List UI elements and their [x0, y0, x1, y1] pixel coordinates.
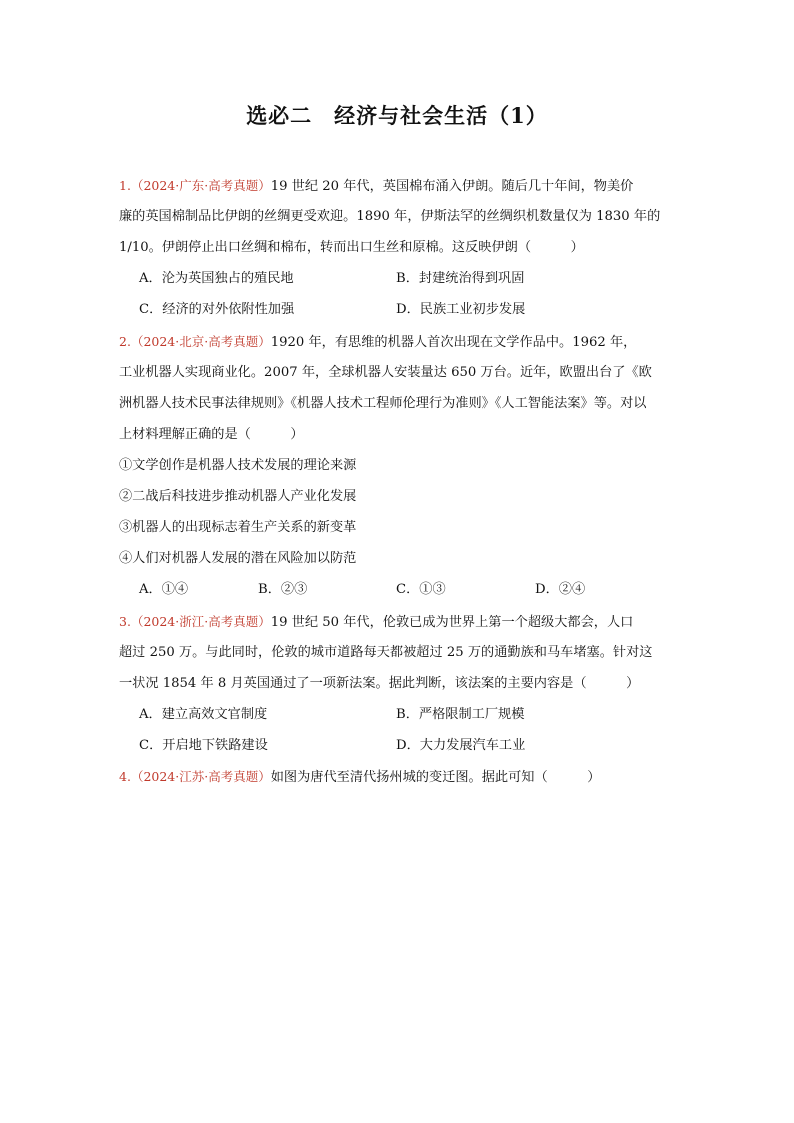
question-3 — [119, 606, 679, 761]
question-1-line-1 — [119, 170, 679, 201]
option-d[interactable]: D．②④ — [535, 582, 586, 597]
question-3-line-1 — [119, 606, 679, 637]
question-2-number: 2. — [119, 334, 131, 349]
question-2-source: （2024·北京·高考真题） — [130, 334, 271, 349]
question-1-number: 1. — [119, 178, 131, 193]
question-1-options-row-1 — [119, 263, 679, 294]
question-3-line-3: 一状况 1854 年 8 月英国通过了一项新法案。据此判断，该法案的主要内容是（ ） — [119, 676, 640, 691]
question-4 — [119, 761, 679, 792]
question-3-options-row-1 — [119, 699, 679, 730]
statement-4: ④人们对机器人发展的潜在风险加以防范 — [119, 551, 357, 566]
question-1-line-3: 1/10。伊朗停止出口丝绸和棉布，转而出口生丝和原棉。这反映伊朗（ ） — [119, 240, 584, 255]
question-2-line-2: 工业机器人实现商业化。2007 年，全球机器人安装量达 650 万台。近年，欧盟出台了《欧 — [119, 365, 652, 380]
option-d[interactable]: D．民族工业初步发展 — [396, 302, 526, 317]
question-3-options-row-2 — [119, 730, 679, 761]
option-c[interactable]: C．经济的对外依附性加强 — [139, 302, 295, 317]
question-2-options-row — [119, 574, 679, 605]
question-1-options-row-2 — [119, 294, 679, 325]
question-4-number: 4. — [119, 769, 131, 784]
question-4-source: （2024·江苏·高考真题） — [130, 769, 271, 784]
question-2-line-4: 上材料理解正确的是（ ） — [119, 427, 304, 442]
option-c[interactable]: C．开启地下铁路建设 — [139, 738, 268, 753]
option-a[interactable]: A．沦为英国独占的殖民地 — [139, 271, 294, 286]
question-1-source: （2024·广东·高考真题） — [130, 178, 271, 193]
option-a[interactable]: A．建立高效文官制度 — [139, 707, 268, 722]
question-4-line-1 — [119, 761, 679, 792]
question-2-text: 1920 年，有思维的机器人首次出现在文学作品中。1962 年， — [270, 335, 637, 350]
option-b[interactable]: B．严格限制工厂规模 — [396, 707, 525, 722]
question-4-text: 如图为唐代至清代扬州城的变迁图。据此可知（ ） — [270, 770, 601, 785]
option-c[interactable]: C．①③ — [396, 582, 446, 597]
question-3-source: （2024·浙江·高考真题） — [130, 614, 271, 629]
question-1 — [119, 170, 679, 325]
question-1-line-2: 廉的英国棉制品比伊朗的丝绸更受欢迎。1890 年，伊斯法罕的丝绸织机数量仅为 1830 年的 — [119, 209, 661, 224]
statement-2: ②二战后科技进步推动机器人产业化发展 — [119, 489, 357, 504]
option-b[interactable]: B．封建统治得到巩固 — [396, 271, 525, 286]
question-2-line-3: 洲机器人技术民事法律规则》《机器人技术工程师伦理行为准则》《人工智能法案》等。对以 — [119, 396, 647, 411]
question-2 — [119, 326, 679, 605]
question-3-line-2: 超过 250 万。与此同时，伦敦的城市道路每天都被超过 25 万的通勤族和马车堵塞。针对这 — [119, 645, 653, 660]
question-3-number: 3. — [119, 614, 131, 629]
question-1-text: 19 世纪 20 年代，英国棉布涌入伊朗。随后几十年间，物美价 — [270, 179, 634, 194]
page-title: 选必二 经济与社会生活（1） — [246, 103, 548, 128]
option-a[interactable]: A．①④ — [139, 582, 189, 597]
question-3-text: 19 世纪 50 年代，伦敦已成为世界上第一个超级大都会，人口 — [270, 615, 634, 630]
statement-1: ①文学创作是机器人技术发展的理论来源 — [119, 458, 357, 473]
question-2-line-1 — [119, 326, 679, 357]
option-d[interactable]: D．大力发展汽车工业 — [396, 738, 526, 753]
option-b[interactable]: B．②③ — [258, 582, 308, 597]
statement-3: ③机器人的出现标志着生产关系的新变革 — [119, 520, 357, 535]
